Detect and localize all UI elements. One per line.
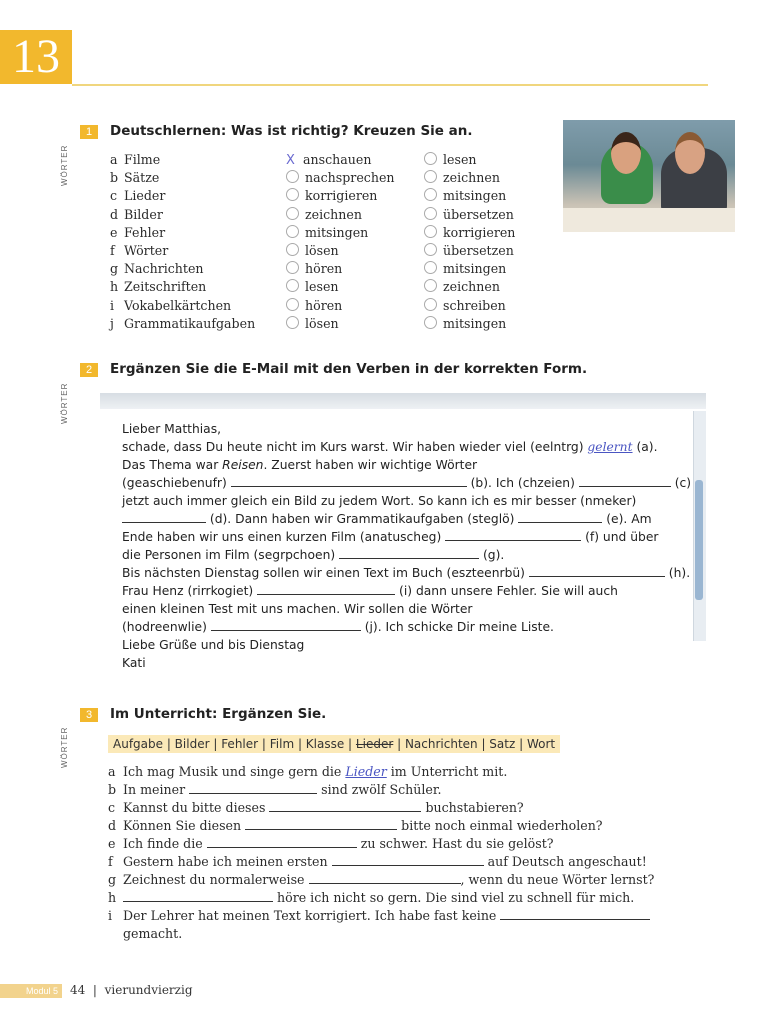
ex1-row [110, 207, 560, 225]
row-letter: j [110, 315, 114, 331]
handwritten-answer: gelernt [587, 440, 633, 454]
radio-circle-icon[interactable] [286, 261, 299, 274]
option-2[interactable]: übersetzen [424, 207, 514, 222]
chapter-rule [72, 84, 708, 86]
option-1[interactable]: lesen [286, 279, 339, 294]
option-2[interactable]: zeichnen [424, 170, 500, 185]
blank-g[interactable] [339, 547, 479, 559]
option-1[interactable]: hören [286, 298, 342, 313]
option-2[interactable]: mitsingen [424, 188, 506, 203]
blank-e[interactable] [518, 511, 602, 523]
page-footer: 44 | vierundvierzig [70, 983, 193, 997]
email-scrollbar-thumb[interactable] [695, 480, 703, 600]
option-2[interactable]: mitsingen [424, 261, 506, 276]
email-line: Kati [122, 656, 146, 670]
blank[interactable] [189, 782, 317, 794]
row-letter: g [110, 261, 119, 277]
email-line: Liebe Grüße und bis Dienstag [122, 638, 305, 652]
ex3-item-a: a Ich mag Musik und singe gern die Lieder im Unterricht mit. [108, 764, 508, 779]
email-line: die Personen im Film (segrpchoen) (g). [122, 548, 505, 562]
ex3-item-d: d Können Sie diesen bitte noch einmal wiederholen? [108, 818, 603, 833]
blank-h[interactable] [529, 565, 665, 577]
option-1[interactable]: zeichnen [286, 207, 362, 222]
row-noun: Nachrichten [124, 261, 204, 277]
row-letter: e [110, 224, 118, 240]
ex1-row [110, 188, 560, 206]
option-2[interactable]: übersetzen [424, 243, 514, 258]
blank[interactable] [123, 890, 273, 902]
row-noun: Wörter [124, 243, 169, 258]
blank[interactable] [500, 908, 650, 920]
ex3-item-i-continuation: gemacht. [123, 926, 183, 941]
ex3-item-g: g Zeichnest du normalerweise , wenn du neue Wörter lernst? [108, 872, 655, 887]
radio-circle-icon[interactable] [424, 316, 437, 329]
students-photo [563, 120, 735, 232]
exercise-2-title: Ergänzen Sie die E-Mail mit den Verben in der korrekten Form. [110, 361, 588, 377]
option-1[interactable]: nachsprechen [286, 170, 395, 185]
row-noun: Lieder [124, 188, 166, 204]
option-1[interactable]: X anschauen [286, 152, 372, 168]
row-letter: i [110, 297, 115, 313]
handwritten-answer: Lieder [345, 764, 387, 779]
email-line: Bis nächsten Dienstag sollen wir einen Text im Buch (eszteenrbü) (h). [122, 566, 691, 580]
ex1-row [110, 298, 560, 316]
exercise-1-number: 1 [80, 125, 98, 139]
ex1-row [110, 261, 560, 279]
blank-b[interactable] [231, 475, 467, 487]
ex1-row [110, 243, 560, 261]
radio-circle-icon[interactable] [424, 243, 437, 256]
blank[interactable] [207, 836, 357, 848]
blank-d[interactable] [122, 511, 206, 523]
option-1[interactable]: hören [286, 261, 342, 276]
radio-circle-icon[interactable] [424, 298, 437, 311]
option-1[interactable]: lösen [286, 316, 339, 331]
email-text [122, 420, 692, 672]
row-letter: d [110, 206, 119, 222]
ex3-item-h: h höre ich nicht so gern. Die sind viel zu schnell für mich. [108, 890, 635, 905]
exercise-2-number: 2 [80, 363, 98, 377]
email-line: (geaschiebenufr) (b). Ich (chzeien) (c) [122, 476, 692, 490]
row-letter: a [110, 152, 118, 167]
ex3-item-b: b In meiner sind zwölf Schüler. [108, 782, 442, 797]
email-line: (d). Dann haben wir Grammatikaufgaben (steglö) (e). Am [122, 510, 684, 528]
page-number: 44 [70, 983, 86, 997]
ex3-item-e: e Ich finde die zu schwer. Hast du sie gelöst? [108, 836, 554, 851]
row-noun: Fehler [124, 224, 166, 240]
blank[interactable] [245, 818, 397, 830]
page-number-word: vierundvierzig [104, 983, 193, 997]
email-line: Lieber Matthias, [122, 422, 222, 436]
ex1-row [110, 152, 560, 170]
exercise-3-number: 3 [80, 708, 98, 722]
radio-circle-icon[interactable] [286, 298, 299, 311]
radio-circle-icon[interactable] [424, 279, 437, 292]
radio-circle-icon[interactable] [424, 207, 437, 220]
blank-f[interactable] [445, 529, 581, 541]
row-letter: h [110, 279, 119, 295]
ex1-row [110, 225, 560, 243]
word-bank-struck-word: Lieder [355, 737, 394, 751]
row-letter: c [110, 188, 118, 204]
option-2[interactable]: schreiben [424, 298, 506, 313]
ex1-row [110, 316, 560, 334]
option-1[interactable]: korrigieren [286, 188, 377, 203]
row-noun: Zeitschriften [124, 279, 207, 295]
word-bank: Aufgabe | Bilder | Fehler | Film | Klasse | Lieder | Nachrichten | Satz | Wort [108, 735, 560, 753]
option-2[interactable]: zeichnen [424, 279, 500, 294]
ex1-row [110, 170, 560, 188]
blank[interactable] [332, 854, 484, 866]
radio-circle-icon[interactable] [286, 225, 299, 238]
row-noun: Grammatikaufgaben [124, 315, 256, 331]
row-noun: Vokabelkärtchen [124, 297, 232, 313]
email-line: schade, dass Du heute nicht im Kurs warst. Wir haben wieder viel (eelntrg) gelernt (a). [122, 440, 658, 454]
blank[interactable] [269, 800, 421, 812]
email-line: einen kleinen Test mit uns machen. Wir sollen die Wörter [122, 602, 473, 616]
blank-j[interactable] [211, 619, 361, 631]
email-line: Ende haben wir uns einen kurzen Film (anatuscheg) (f) und über [122, 530, 659, 544]
radio-circle-icon[interactable] [424, 152, 437, 165]
email-line: Das Thema war Reisen. Zuerst haben wir wichtige Wörter [122, 458, 478, 472]
ex3-item-i: i Der Lehrer hat meinen Text korrigiert. Ich habe fast keine [108, 907, 650, 925]
exercise-1-title: Deutschlernen: Was ist richtig? Kreuzen Sie an. [110, 123, 473, 139]
chapter-number: 13 [0, 30, 72, 84]
option-2[interactable]: lesen [424, 152, 477, 167]
row-noun: Sätze [124, 170, 160, 186]
email-line: jetzt auch immer gleich ein Bild zu jedem Wort. So kann ich es mir besser (nmeker) [122, 494, 637, 508]
side-tag-woerter-3: WÖRTER [60, 726, 69, 768]
blank-i[interactable] [257, 583, 395, 595]
blank-c[interactable] [579, 475, 671, 487]
side-tag-woerter-1: WÖRTER [60, 144, 69, 186]
radio-circle-icon[interactable] [424, 170, 437, 183]
radio-circle-icon[interactable] [424, 188, 437, 201]
radio-circle-icon[interactable] [286, 188, 299, 201]
radio-circle-icon[interactable] [286, 243, 299, 256]
side-tag-woerter-2: WÖRTER [60, 382, 69, 424]
ex3-item-f: f Gestern habe ich meinen ersten auf Deutsch angeschaut! [108, 854, 647, 869]
module-tag: Modul 5 [0, 984, 62, 998]
option-2[interactable]: mitsingen [424, 316, 506, 331]
radio-circle-icon[interactable] [286, 316, 299, 329]
option-1[interactable]: mitsingen [286, 225, 368, 240]
row-letter: b [110, 170, 119, 186]
option-1[interactable]: lösen [286, 243, 339, 258]
row-letter: f [110, 243, 115, 258]
ex3-item-c: c Kannst du bitte dieses buchstabieren? [108, 800, 524, 815]
radio-circle-icon[interactable] [424, 225, 437, 238]
radio-circle-icon[interactable] [424, 261, 437, 274]
email-line: (hodreenwlie) (j). Ich schicke Dir meine Liste. [122, 620, 554, 634]
ex1-row [110, 279, 560, 297]
radio-circle-icon[interactable] [286, 207, 299, 220]
row-noun: Bilder [124, 206, 163, 222]
radio-circle-icon[interactable] [286, 279, 299, 292]
blank[interactable] [309, 872, 461, 884]
option-2[interactable]: korrigieren [424, 225, 515, 240]
row-noun: Filme [124, 152, 161, 167]
email-box-header [100, 393, 706, 409]
radio-circle-icon[interactable] [286, 170, 299, 183]
email-line: Frau Henz (rirrkogiet) (i) dann unsere Fehler. Sie will auch [122, 584, 618, 598]
exercise-3-title: Im Unterricht: Ergänzen Sie. [110, 706, 327, 722]
cross-mark-icon: X [286, 153, 295, 168]
